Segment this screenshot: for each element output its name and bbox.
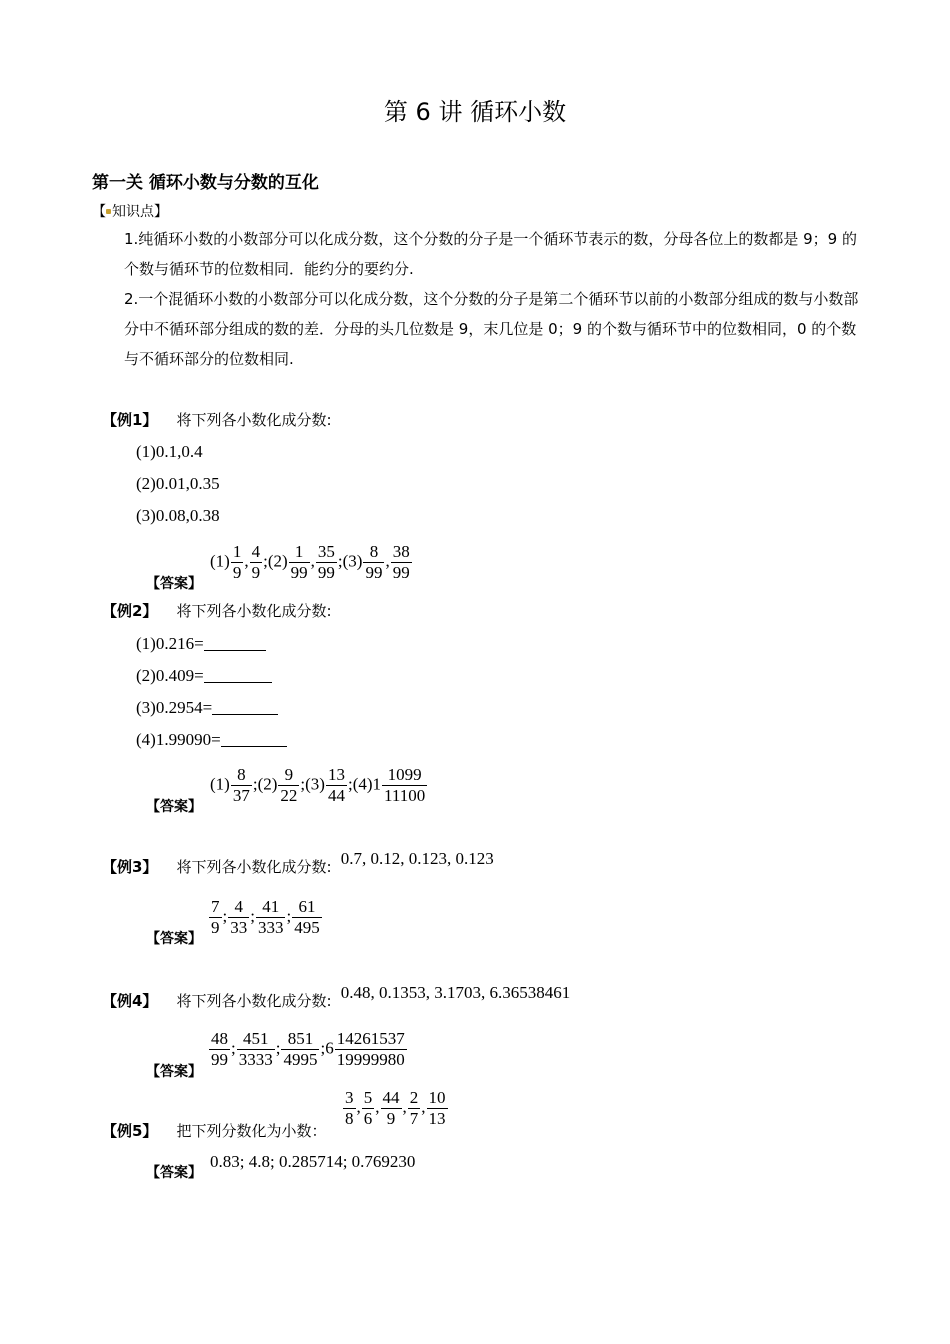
answer-label: 【答案】	[146, 1165, 202, 1181]
example-3	[102, 849, 494, 877]
answer-label: 【答案】	[146, 1064, 202, 1080]
bullet-icon	[106, 209, 111, 214]
example-1-answer: (1) $\frac{1}{9}$ , $\frac{4}{9}$ ;(2) $\frac{1}{99}$ , $\frac{35}{99}$ ;(3) $\frac{8}{99}$ , $\frac{38}{99}$	[210, 542, 410, 582]
answer-label: 【答案】	[146, 799, 202, 815]
knowledge-paragraph-1: 1.纯循环小数的小数部分可以化成分数，这个分数的分子是一个循环节表示的数，分母各位上的数都是 9；9 的个数与循环节的位数相同．能约分的要约分.	[124, 230, 857, 278]
example-prompt: 把下列分数化为小数：	[176, 1122, 327, 1140]
fraction: $\frac{1099}{11100}$	[384, 765, 426, 805]
fraction: $\frac{44}{9}$	[382, 1088, 400, 1128]
example-2	[102, 600, 332, 621]
example-1-item: (3)0.08,0.38	[136, 506, 220, 525]
fraction: $\frac{35}{99}$	[317, 542, 335, 582]
fraction: $\frac{4}{33}$	[230, 897, 248, 937]
example-2-item: (3)0.2954=	[136, 698, 278, 718]
example-3-decimals: 0.7, 0.12, 0.123, 0.123	[340, 849, 494, 868]
answer-label: 【答案】	[146, 576, 202, 592]
fraction: $\frac{1}{99}$	[290, 542, 308, 582]
fraction: $\frac{851}{4995}$	[283, 1029, 318, 1069]
example-4-decimals: 0.48, 0.1353, 3.1703, 6.36538461	[340, 983, 571, 1002]
section-heading: 第一关 循环小数与分数的互化	[92, 173, 319, 193]
example-label: 【例4】	[102, 992, 158, 1010]
example-label: 【例1】	[102, 411, 158, 429]
example-5-fractions: $\frac{3}{8}$ , $\frac{5}{6}$ , $\frac{44}{9}$ , $\frac{2}{7}$ , $\frac{10}{13}$	[345, 1088, 446, 1128]
example-label: 【例3】	[102, 858, 158, 876]
fraction: $\frac{10}{13}$	[428, 1088, 446, 1128]
example-1-item: (1)0.1,0.4	[136, 442, 203, 461]
example-1	[102, 409, 332, 430]
fraction: $\frac{1}{9}$	[232, 542, 242, 582]
fraction: $\frac{41}{333}$	[257, 897, 284, 937]
knowledge-open: 【	[92, 204, 106, 220]
fraction: $\frac{8}{99}$	[365, 542, 383, 582]
example-2-answer: (1) $\frac{8}{37}$ ;(2) $\frac{9}{22}$ ;(3) $\frac{13}{44}$ ;(4)1 $\frac{1099}{11100}$	[210, 765, 426, 805]
example-5	[102, 1120, 327, 1141]
example-2-item: (4)1.99090=	[136, 730, 287, 750]
fraction: $\frac{4}{9}$	[251, 542, 261, 582]
fraction: $\frac{9}{22}$	[280, 765, 298, 805]
example-5-answer: 0.83; 4.8; 0.285714; 0.769230	[210, 1152, 416, 1171]
fraction: $\frac{38}{99}$	[392, 542, 410, 582]
page-title: 第 6 讲 循环小数	[383, 98, 567, 126]
fraction: $\frac{5}{6}$	[363, 1088, 373, 1128]
example-label: 【例5】	[102, 1122, 158, 1140]
example-prompt: 将下列各小数化成分数:	[176, 992, 332, 1010]
answer-blank[interactable]	[204, 682, 272, 683]
knowledge-paragraph-2: 2.一个混循环小数的小数部分可以化成分数，这个分数的分子是第二个循环节以前的小数部分组成的数与小数部分中不循环部分组成的数的差．分母的头几位数是 9，末几位是 0；9 的个数与循环节中的位数相同，0 的个数与不循环部分的位数相同.	[124, 290, 859, 368]
fraction: $\frac{14261537}{19999980}$	[336, 1029, 405, 1069]
fraction: $\frac{8}{37}$	[232, 765, 250, 805]
example-4	[102, 983, 571, 1011]
knowledge-heading	[92, 201, 168, 221]
knowledge-rest: 知识点】	[112, 204, 168, 220]
example-prompt: 将下列各小数化成分数:	[176, 411, 332, 429]
example-prompt: 将下列各小数化成分数:	[176, 602, 332, 620]
answer-blank[interactable]	[221, 746, 287, 747]
example-2-item: (1)0.216=	[136, 634, 266, 654]
fraction: $\frac{13}{44}$	[327, 765, 345, 805]
answer-label: 【答案】	[146, 931, 202, 947]
fraction: $\frac{48}{99}$	[211, 1029, 228, 1069]
example-2-item: (2)0.409=	[136, 666, 272, 686]
example-label: 【例2】	[102, 602, 158, 620]
fraction: $\frac{61}{495}$	[294, 897, 320, 937]
fraction: $\frac{3}{8}$	[345, 1088, 354, 1128]
fraction: $\frac{451}{3333}$	[238, 1029, 273, 1069]
example-4-answer: $\frac{48}{99}$ ; $\frac{451}{3333}$ ; $\frac{851}{4995}$ ;6 $\frac{14261537}{19999980}$	[211, 1029, 405, 1069]
fraction: $\frac{2}{7}$	[409, 1088, 419, 1128]
example-prompt: 将下列各小数化成分数:	[176, 858, 332, 876]
example-1-item: (2)0.01,0.35	[136, 474, 220, 493]
fraction: $\frac{7}{9}$	[211, 897, 220, 937]
answer-blank[interactable]	[204, 650, 266, 651]
answer-blank[interactable]	[212, 714, 278, 715]
example-3-answer: $\frac{7}{9}$ ; $\frac{4}{33}$ ; $\frac{41}{333}$ ; $\frac{61}{495}$	[211, 897, 320, 937]
